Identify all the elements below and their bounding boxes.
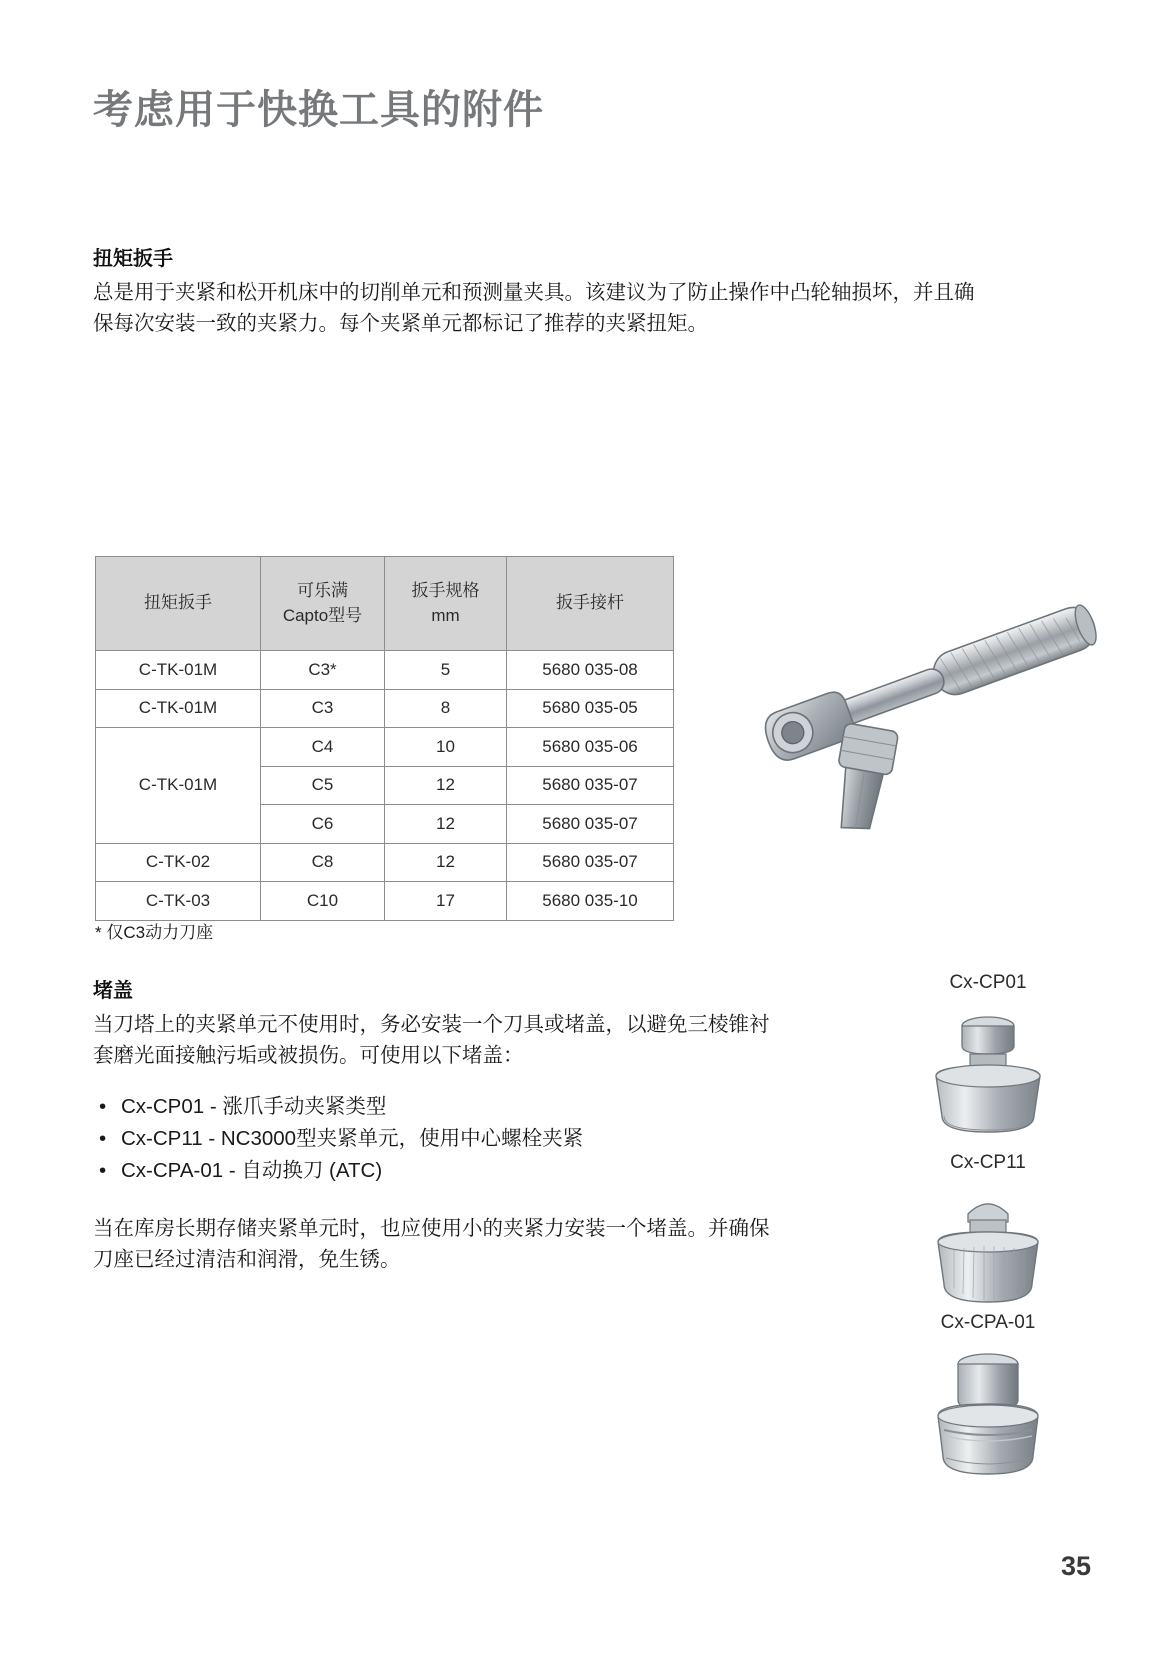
page-title: 考虑用于快换工具的附件 (93, 88, 544, 132)
cell-wrench: C-TK-02 (96, 843, 261, 882)
torque-wrench-illustration (700, 545, 1120, 885)
illustration-cx-cp01 (858, 972, 1118, 1159)
illustration-caption: Cx-CP01 (949, 972, 1027, 993)
cell-capto: C8 (261, 843, 385, 882)
header-line-2: Capto型号 (282, 605, 363, 625)
table-header-cell (507, 557, 674, 651)
cell-size: 8 (385, 689, 507, 728)
illustration-cx-cpa-01 (858, 1312, 1118, 1499)
cell-adapter: 5680 035-10 (507, 882, 674, 921)
table-row (96, 843, 674, 882)
table-header-cell (96, 557, 261, 651)
table-row (96, 689, 674, 728)
torque-wrench-section (93, 246, 993, 339)
cell-size: 5 (385, 651, 507, 690)
plug-cap-cp01-icon (858, 1004, 1118, 1154)
cell-adapter: 5680 035-06 (507, 728, 674, 767)
list-item (93, 1123, 783, 1155)
cell-adapter: 5680 035-07 (507, 805, 674, 844)
plug-cap-cpa01-icon (858, 1344, 1118, 1494)
plug-cap-section (93, 978, 783, 1295)
table-header-cell (261, 557, 385, 651)
table-header-cell (385, 557, 507, 651)
bullet-icon: • (99, 1095, 107, 1119)
cell-adapter: 5680 035-08 (507, 651, 674, 690)
illustration-caption: Cx-CPA-01 (940, 1312, 1036, 1333)
list-item-label: Cx-CPA-01 - 自动换刀 (ATC) (121, 1158, 383, 1182)
page-number: 35 (1060, 1551, 1091, 1581)
list-item-label: Cx-CP01 - 涨爪手动夹紧类型 (121, 1095, 387, 1119)
plug-cap-cp11-icon (858, 1184, 1118, 1324)
plug-cap-closing-paragraph: 当在库房长期存储夹紧单元时，也应使用小的夹紧力安装一个堵盖。并确保刀座已经过清洁和润滑，免生锈。 (93, 1216, 770, 1271)
table-row (96, 728, 674, 767)
cell-capto: C10 (261, 882, 385, 921)
torque-wrench-table-wrapper (95, 556, 673, 921)
plug-cap-paragraph: 当刀塔上的夹紧单元不使用时，务必安装一个刀具或堵盖，以避免三棱锥衬套磨光面接触污垢或被损伤。可使用以下堵盖： (93, 1013, 770, 1068)
plug-cap-list (93, 1091, 783, 1186)
table-header-row (96, 557, 674, 651)
cell-wrench: C-TK-01M (96, 689, 261, 728)
torque-wrench-table (95, 556, 674, 921)
cell-size: 12 (385, 766, 507, 805)
torque-wrench-paragraph: 总是用于夹紧和松开机床中的切削单元和预测量夹具。该建议为了防止操作中凸轮轴损坏，并且确保每次安装一致的夹紧力。每个夹紧单元都标记了推荐的夹紧扭矩。 (93, 281, 975, 336)
plug-cap-heading: 堵盖 (93, 980, 133, 1002)
table-footnote: * 仅C3动力刀座 (95, 923, 214, 942)
header-line-2: mm (431, 605, 460, 625)
cell-adapter: 5680 035-07 (507, 843, 674, 882)
illustration-cx-cp11 (858, 1152, 1118, 1329)
cell-capto: C5 (261, 766, 385, 805)
list-item (93, 1155, 783, 1187)
cell-size: 17 (385, 882, 507, 921)
illustration-caption: Cx-CP11 (950, 1152, 1026, 1173)
cell-size: 12 (385, 843, 507, 882)
cell-adapter: 5680 035-07 (507, 766, 674, 805)
cell-adapter: 5680 035-05 (507, 689, 674, 728)
cell-capto: C6 (261, 805, 385, 844)
list-item-label: Cx-CP11 - NC3000型夹紧单元，使用中心螺栓夹紧 (121, 1127, 584, 1151)
cell-size: 10 (385, 728, 507, 767)
cell-size: 12 (385, 805, 507, 844)
cell-wrench: C-TK-01M (96, 651, 261, 690)
cell-wrench: C-TK-03 (96, 882, 261, 921)
bullet-icon: • (99, 1127, 107, 1151)
header-line-2: 扳手接杆 (556, 593, 624, 613)
cell-capto: C3* (261, 651, 385, 690)
bullet-icon: • (99, 1158, 107, 1182)
cell-wrench-merged: C-TK-01M (96, 728, 261, 844)
table-row (96, 882, 674, 921)
cell-capto: C4 (261, 728, 385, 767)
torque-wrench-heading: 扭矩扳手 (93, 248, 173, 270)
header-line-1: 可乐满 (297, 580, 348, 600)
list-item (93, 1091, 783, 1123)
header-line-1: 扳手规格 (411, 580, 480, 600)
cell-capto: C3 (261, 689, 385, 728)
header-line-2: 扭矩扳手 (144, 593, 212, 613)
table-row (96, 651, 674, 690)
